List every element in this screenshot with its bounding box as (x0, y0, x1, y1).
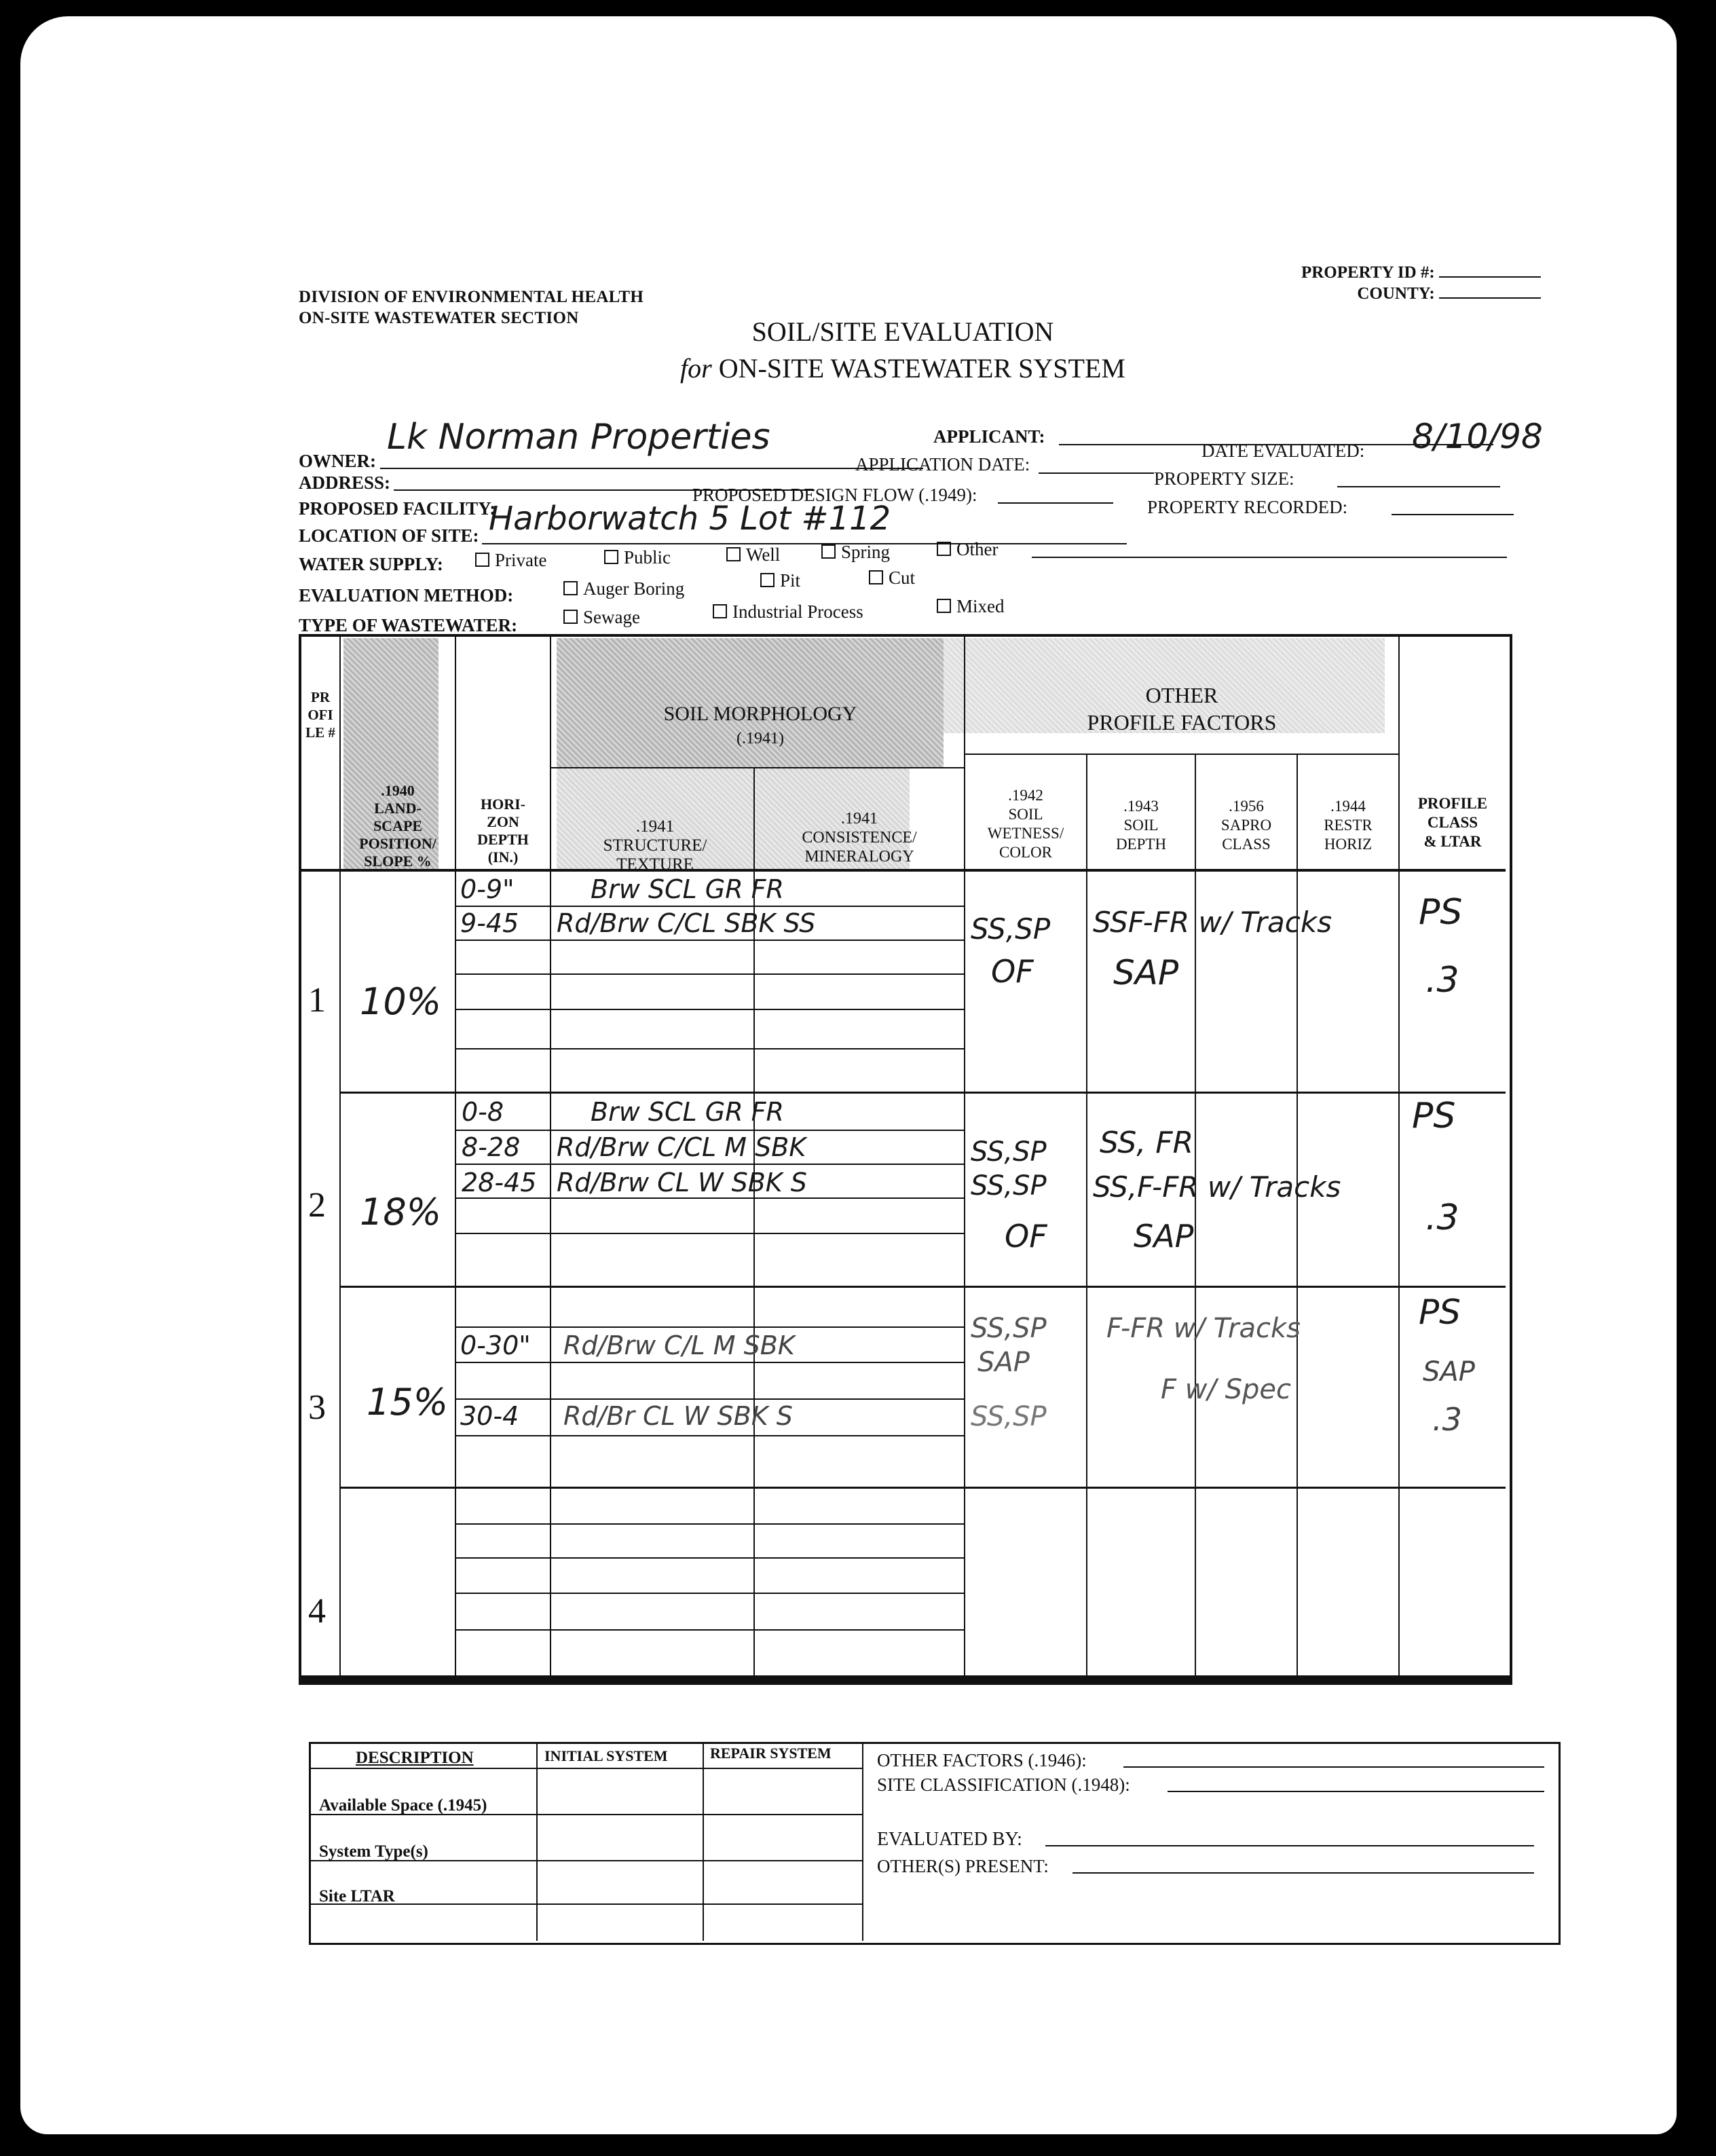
soil-wetness: SS,SP (971, 912, 1051, 946)
summary-col-divider (536, 1744, 538, 1941)
checkbox-icon (475, 553, 489, 567)
water-option-private[interactable]: Private (475, 550, 546, 571)
summary-col-divider (703, 1744, 704, 1941)
checkbox-icon (604, 550, 618, 564)
header-bottom-rule (300, 869, 1506, 872)
water-option-well[interactable]: Well (726, 544, 780, 565)
profile-number: 4 (308, 1592, 326, 1631)
slope-value: 10% (360, 980, 442, 1023)
soil-wetness: SS,SP (971, 1401, 1047, 1432)
owner-value: Lk Norman Properties (387, 417, 770, 458)
design-flow-line (998, 502, 1113, 504)
checkbox-icon (563, 581, 578, 595)
other-factors-line (1123, 1766, 1544, 1768)
property-recorded-label: PROPERTY RECORDED: (1147, 497, 1348, 517)
date-evaluated-label: DATE EVALUATED: (1201, 441, 1365, 461)
row-rule (456, 1362, 964, 1363)
profile-divider (341, 1286, 1506, 1288)
agency-header (299, 286, 644, 329)
row-rule (456, 1233, 964, 1234)
header-divider (551, 767, 964, 768)
water-option-spring[interactable]: Spring (821, 542, 890, 563)
owner-label: OWNER: (299, 451, 376, 471)
checkbox-icon (821, 544, 836, 559)
profile-divider (341, 1092, 1506, 1094)
summary-col-divider (862, 1744, 863, 1941)
structure-texture: Rd/Brw C/CL M SBK (557, 1132, 806, 1162)
property-recorded-line (1392, 514, 1514, 515)
property-id-label: PROPERTY ID #: (1301, 263, 1435, 282)
horizon-depth: 0-30" (460, 1331, 531, 1360)
row-rule (456, 973, 964, 975)
col-divider (455, 635, 456, 1678)
description-header: DESCRIPTION (356, 1749, 474, 1767)
applicant-label: APPLICANT: (933, 426, 1045, 447)
restr-header: .1944 RESTR HORIZ (1324, 798, 1373, 853)
others-present-label: OTHER(S) PRESENT: (877, 1856, 1049, 1876)
profile-number: 2 (308, 1186, 326, 1225)
sapro-header: .1956 SAPRO CLASS (1220, 798, 1272, 853)
structure-texture: Rd/Brw C/L M SBK (563, 1331, 795, 1360)
evaluation-method-label: EVALUATION METHOD: (299, 585, 514, 606)
horizon-depth: 30-4 (460, 1401, 519, 1431)
wastewater-option-industrial[interactable]: Industrial Process (713, 601, 863, 622)
application-date-label: APPLICATION DATE: (855, 454, 1030, 475)
col-divider (1195, 754, 1196, 1678)
initial-system-header: INITIAL SYSTEM (544, 1747, 668, 1764)
row-rule (456, 1326, 964, 1328)
site-classification-line (1168, 1791, 1544, 1792)
profile-class: .3 (1432, 1401, 1462, 1438)
checkbox-icon (760, 573, 775, 587)
row-rule (456, 1048, 964, 1049)
form-title: SOIL/SITE EVALUATION (751, 316, 1054, 347)
summary-row-label: Site LTAR (319, 1887, 395, 1906)
profile-class: .3 (1425, 1197, 1459, 1238)
other-factors-label: OTHER FACTORS (.1946): (877, 1750, 1087, 1770)
property-size-line (1337, 486, 1500, 487)
row-rule (456, 1435, 964, 1436)
others-present-line (1072, 1872, 1534, 1874)
row-rule (456, 1009, 964, 1010)
method-option-auger[interactable]: Auger Boring (563, 578, 684, 599)
structure-texture: Rd/Brw CL W SBK S (557, 1168, 807, 1197)
checkbox-icon (563, 610, 578, 624)
water-option-other[interactable]: Other (937, 539, 998, 560)
location-line (482, 543, 1127, 544)
profile-header: PROFILE # (305, 689, 335, 741)
slope-value: 18% (360, 1191, 442, 1233)
wastewater-option-sewage[interactable]: Sewage (563, 607, 640, 628)
row-rule (456, 1523, 964, 1525)
property-size-label: PROPERTY SIZE: (1154, 468, 1294, 489)
landscape-header: .1940 LAND- SCAPE POSITION/ SLOPE % (359, 782, 436, 870)
profile-class: PS (1412, 1096, 1456, 1136)
profile-number: 3 (308, 1388, 326, 1427)
water-other-line (1032, 557, 1507, 558)
profile-class: .3 (1425, 960, 1459, 1001)
address-label: ADDRESS: (299, 472, 391, 493)
soil-wetness: SS,SP (971, 1170, 1047, 1202)
summary-row-label: System Type(s) (319, 1842, 428, 1861)
table-bottom-band (299, 1675, 1510, 1685)
row-rule (456, 1557, 964, 1559)
method-option-cut[interactable]: Cut (869, 568, 915, 589)
location-value: Harborwatch 5 Lot #112 (489, 500, 891, 538)
row-rule (456, 906, 964, 907)
soil-depth: SAP (1134, 1218, 1194, 1254)
evaluated-by-label: EVALUATED BY: (877, 1829, 1022, 1850)
profile-class-header: PROFILE CLASS & LTAR (1417, 795, 1488, 850)
soil-wetness: OF (991, 953, 1034, 990)
col-divider (1086, 754, 1087, 1678)
checkbox-icon (869, 570, 883, 584)
profile-class: SAP (1423, 1356, 1475, 1388)
soil-depth: F-FR w/ Tracks (1106, 1313, 1301, 1344)
soil-depth: SS, FR (1100, 1126, 1194, 1160)
form-title-block (597, 314, 1208, 387)
profile-class: PS (1419, 1293, 1461, 1332)
horizon-depth: 8-28 (462, 1132, 521, 1162)
property-id-line (1439, 276, 1541, 278)
location-label: LOCATION OF SITE: (299, 525, 479, 546)
checkbox-icon (726, 547, 741, 561)
row-rule (456, 1130, 964, 1131)
form-subtitle: ON-SITE WASTEWATER SYSTEM (718, 353, 1125, 384)
col-divider (1297, 754, 1298, 1678)
soil-wetness: SS,SP (971, 1313, 1047, 1344)
water-supply-label: WATER SUPPLY: (299, 554, 443, 574)
soil-depth: SS,F-FR w/ Tracks (1093, 1170, 1341, 1204)
wastewater-label: TYPE OF WASTEWATER: (299, 615, 518, 635)
row-rule (456, 1593, 964, 1594)
application-date-line (1039, 472, 1154, 474)
structure-texture: Brw SCL GR FR (591, 874, 784, 904)
checkbox-icon (937, 599, 951, 613)
county-label: COUNTY: (1357, 284, 1435, 303)
site-classification-label: SITE CLASSIFICATION (.1948): (877, 1774, 1130, 1795)
other-factors-header: OTHER PROFILE FACTORS (1087, 683, 1277, 735)
date-evaluated-value: 8/10/98 (1412, 417, 1543, 456)
form-subtitle-for: for (680, 353, 712, 384)
county-line (1439, 297, 1541, 299)
summary-row-label: Available Space (.1945) (319, 1796, 487, 1815)
owner-line (380, 468, 923, 469)
horizon-depth: 0-8 (462, 1097, 504, 1127)
profile-number: 1 (308, 981, 326, 1020)
horizon-depth: 9-45 (460, 908, 519, 938)
checkbox-icon (937, 542, 951, 556)
summary-row-rule (311, 1768, 862, 1769)
section-name: ON-SITE WASTEWATER SECTION (299, 309, 579, 327)
soil-morphology-header: SOIL MORPHOLOGY (.1941) (663, 703, 857, 747)
profile-class: PS (1419, 892, 1463, 933)
water-option-public[interactable]: Public (604, 547, 671, 568)
row-rule (456, 1164, 964, 1165)
soil-depth-header: .1943 SOIL DEPTH (1115, 798, 1167, 853)
structure-texture: Rd/Brw C/CL SBK SS (557, 908, 816, 938)
property-id-block (1229, 262, 1541, 304)
soil-depth: F w/ Spec (1161, 1374, 1292, 1405)
soil-depth: SAP (1113, 953, 1179, 992)
consistence-header: .1941 CONSISTENCE/ MINERALOGY (802, 810, 917, 866)
structure-header: .1941 STRUCTURE/ TEXTURE (603, 817, 707, 874)
proposed-facility-label: PROPOSED FACILITY: (299, 498, 496, 519)
col-divider (550, 635, 551, 1678)
horizon-header: HORI- ZON DEPTH (IN.) (477, 796, 529, 866)
division-name: DIVISION OF ENVIRONMENTAL HEALTH (299, 288, 644, 306)
slope-value: 15% (367, 1381, 449, 1424)
method-option-pit[interactable]: Pit (760, 570, 800, 591)
design-flow-label: PROPOSED DESIGN FLOW (.1949): (692, 485, 977, 505)
structure-texture: Brw SCL GR FR (591, 1097, 784, 1127)
soil-wetness: SS,SP (971, 1136, 1047, 1168)
row-rule (456, 940, 964, 941)
header-divider (965, 754, 1398, 755)
structure-texture: Rd/Br CL W SBK S (563, 1401, 793, 1431)
wetness-header: .1942 SOIL WETNESS/ COLOR (987, 787, 1064, 861)
repair-system-header: REPAIR SYSTEM (710, 1745, 832, 1762)
soil-wetness: OF (1005, 1218, 1047, 1254)
profile-divider (341, 1487, 1506, 1489)
wastewater-option-mixed[interactable]: Mixed (937, 596, 1005, 617)
row-rule (456, 1197, 964, 1199)
evaluated-by-line (1045, 1845, 1534, 1846)
soil-wetness: SAP (977, 1347, 1030, 1378)
horizon-depth: 28-45 (462, 1168, 537, 1197)
col-divider (339, 635, 341, 1678)
row-rule (456, 1629, 964, 1631)
horizon-depth: 0-9" (460, 874, 515, 904)
form-page (20, 16, 1677, 2134)
row-rule (456, 1398, 964, 1400)
checkbox-icon (713, 604, 727, 618)
col-divider (1398, 635, 1400, 1678)
soil-depth: SSF-FR w/ Tracks (1093, 906, 1332, 939)
